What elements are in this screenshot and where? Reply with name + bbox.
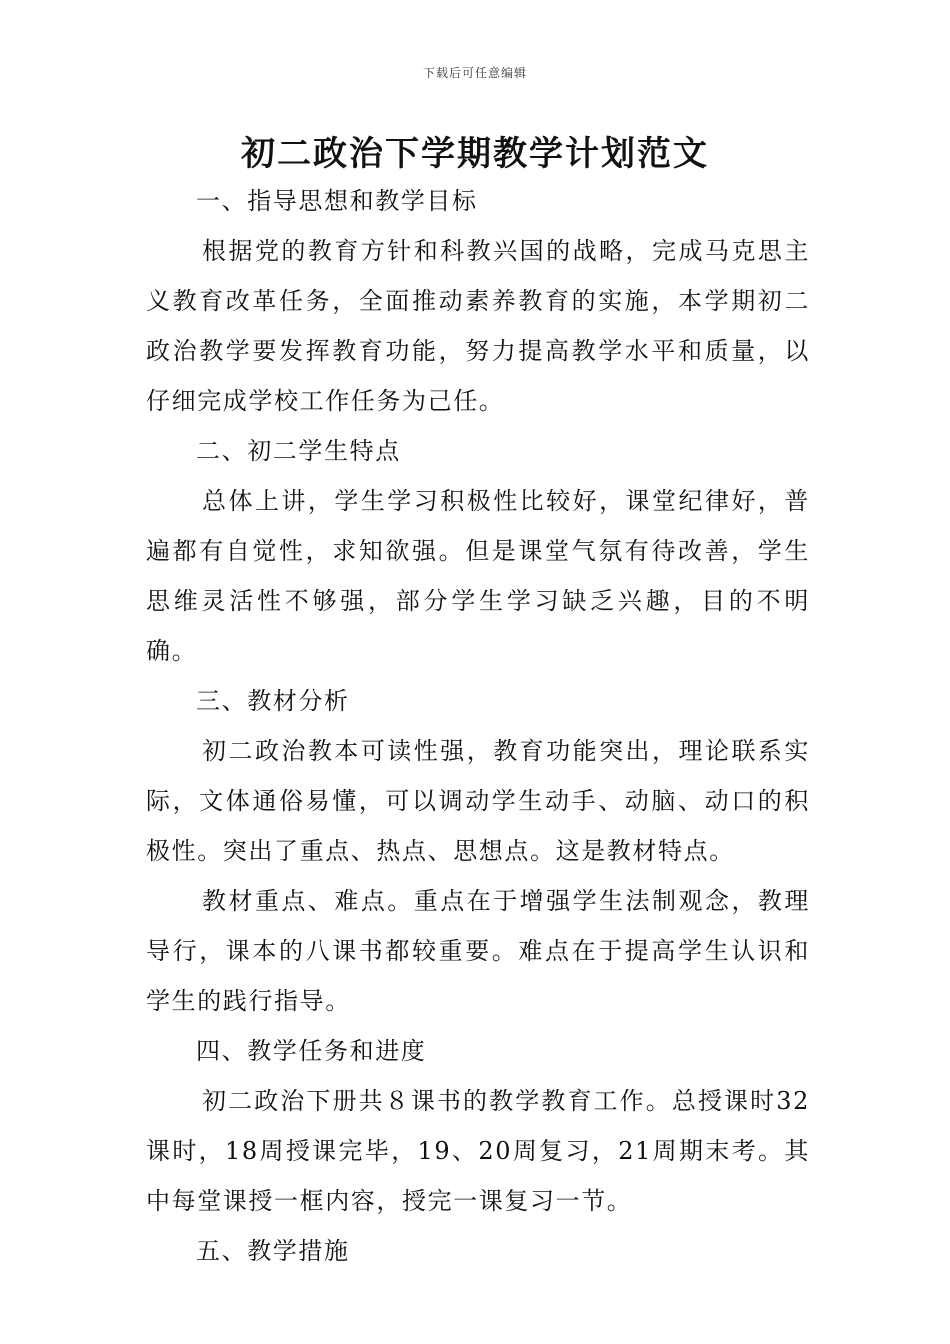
section-heading-4: 四、教学任务和进度 [196, 1037, 427, 1065]
section-2-paragraph-1: 总体上讲，学生学习积极性比较好，课堂纪律好，普遍都有自觉性，求知欲强。但是课堂气氛有待改善，学生思维灵活性不够强，部分学生学习缺乏兴趣，目的不明确。 [146, 487, 810, 665]
document-body [146, 176, 810, 1276]
section-3-paragraph-2: 教材重点、难点。重点在于增强学生法制观念，教理导行，课本的八课书都较重要。难点在于提高学生认识和学生的践行指导。 [146, 887, 810, 1015]
section-heading-3: 三、教材分析 [196, 687, 350, 715]
section-1-paragraph-1: 根据党的教育方针和科教兴国的战略，完成马克思主义教育改革任务，全面推动素养教育的实施，本学期初二政治教学要发挥教育功能，努力提高教学水平和质量，以仔细完成学校工作任务为己任。 [146, 237, 810, 415]
header-note: 下载后可任意编辑 [422, 66, 527, 80]
section-heading-2: 二、初二学生特点 [196, 437, 401, 465]
section-3-paragraph-1: 初二政治教本可读性强，教育功能突出，理论联系实际，文体通俗易懂，可以调动学生动手、动脑、动口的积极性。突出了重点、热点、思想点。这是教材特点。 [146, 737, 810, 865]
section-4-paragraph-1: 初二政治下册共８课书的教学教育工作。总授课时32课时，18周授课完毕，19、20周复习，21周期末考。其中每堂课授一框内容，授完一课复习一节。 [146, 1087, 810, 1215]
document-title: 初二政治下学期教学计划范文 [241, 134, 709, 174]
section-heading-1: 一、指导思想和教学目标 [196, 187, 478, 215]
section-heading-5: 五、教学措施 [196, 1237, 350, 1265]
